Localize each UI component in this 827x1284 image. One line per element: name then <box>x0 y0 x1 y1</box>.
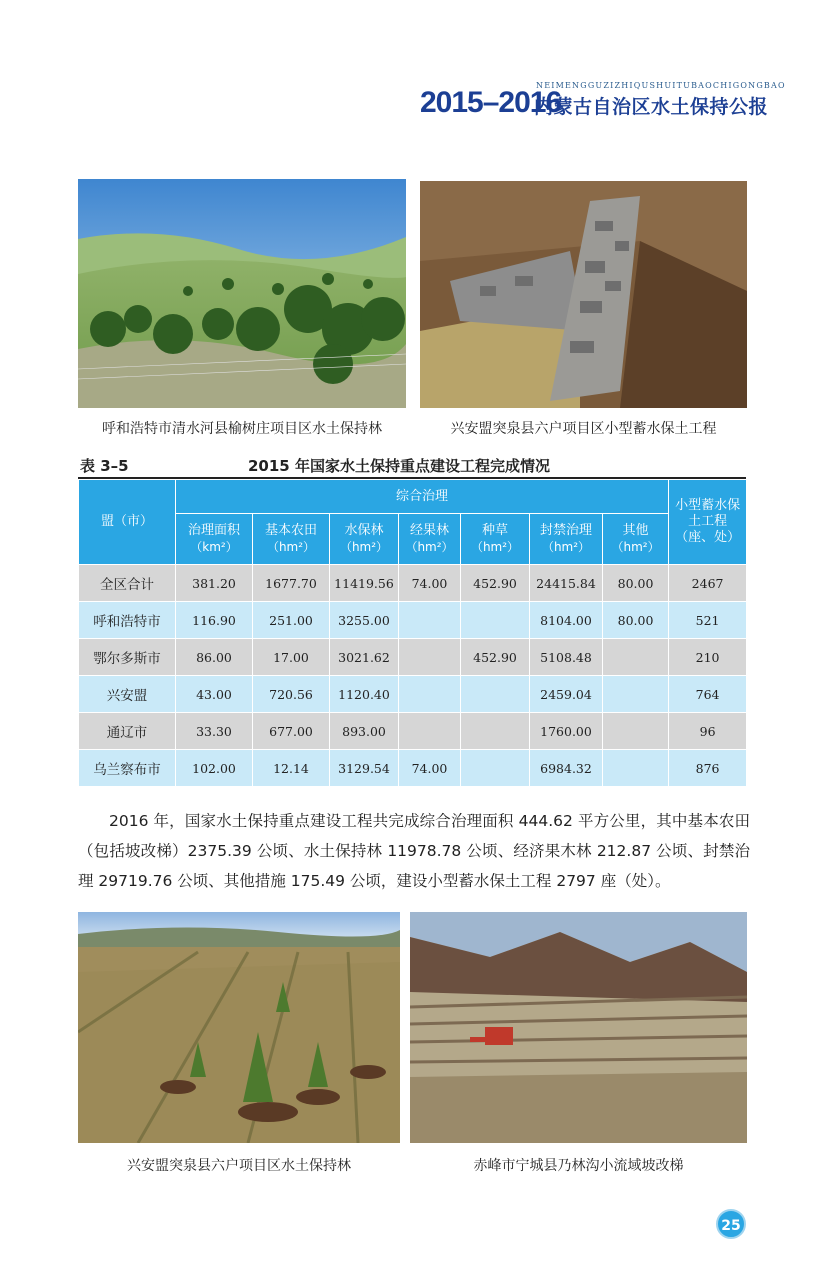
col-header: 治理面积 （km²） <box>176 514 253 565</box>
table-cell <box>603 639 669 676</box>
table-cell: 80.00 <box>603 602 669 639</box>
table-cell: 鄂尔多斯市 <box>79 639 176 676</box>
col-header: 种草 （hm²） <box>461 514 530 565</box>
table-title: 2015 年国家水土保持重点建设工程完成情况 <box>248 457 550 475</box>
table-cell <box>399 602 461 639</box>
header-title: 内蒙古自治区水土保持公报 <box>534 96 769 118</box>
header-pinyin: NEIMENGGUZIZHIQUSHUITUBAOCHIGONGBAO <box>536 81 786 90</box>
table-row <box>79 713 747 750</box>
table-cell: 80.00 <box>603 565 669 602</box>
table-row <box>79 565 747 602</box>
table-cell <box>603 750 669 787</box>
table-label: 表 3–5 <box>80 457 129 475</box>
table-cell <box>461 602 530 639</box>
table-cell <box>461 713 530 750</box>
table-cell: 43.00 <box>176 676 253 713</box>
table-cell: 74.00 <box>399 750 461 787</box>
col-header: 水保林 （hm²） <box>330 514 399 565</box>
table-cell: 677.00 <box>253 713 330 750</box>
table-cell: 24415.84 <box>530 565 603 602</box>
table-cell: 3021.62 <box>330 639 399 676</box>
table-cell: 12.14 <box>253 750 330 787</box>
photo-stone-dam <box>420 181 747 408</box>
header-region: 盟（市） <box>79 480 176 565</box>
table-cell: 2459.04 <box>530 676 603 713</box>
caption-top-left: 呼和浩特市清水河县榆树庄项目区水土保持林 <box>102 421 382 437</box>
col-header: 经果林 （hm²） <box>399 514 461 565</box>
caption-bottom-right: 赤峰市宁城县乃林沟小流域坡改梯 <box>473 1158 684 1174</box>
table-cell <box>603 713 669 750</box>
photo-hills-forest <box>78 179 406 408</box>
table-cell: 5108.48 <box>530 639 603 676</box>
table-cell: 102.00 <box>176 750 253 787</box>
table-cell <box>399 713 461 750</box>
table-cell <box>603 676 669 713</box>
table-cell: 893.00 <box>330 713 399 750</box>
header-group: 综合治理 <box>176 480 669 514</box>
completion-table <box>78 479 747 787</box>
header-small-works: 小型蓄水保土工程（座、处） <box>669 480 747 565</box>
table-cell: 1760.00 <box>530 713 603 750</box>
table-cell: 1677.70 <box>253 565 330 602</box>
table-row <box>79 676 747 713</box>
header-years: 2015–2016 <box>420 86 562 119</box>
table-cell: 381.20 <box>176 565 253 602</box>
page-number: 25 <box>716 1209 746 1239</box>
table-cell: 86.00 <box>176 639 253 676</box>
col-header: 其他 （hm²） <box>603 514 669 565</box>
table-cell: 3255.00 <box>330 602 399 639</box>
photo-seedlings <box>78 912 400 1143</box>
table-cell: 8104.00 <box>530 602 603 639</box>
table-row <box>79 750 747 787</box>
table-cell: 96 <box>669 713 747 750</box>
caption-bottom-left: 兴安盟突泉县六户项目区水土保持林 <box>127 1158 351 1174</box>
table-cell: 521 <box>669 602 747 639</box>
table-cell: 兴安盟 <box>79 676 176 713</box>
table-cell: 210 <box>669 639 747 676</box>
table-cell: 116.90 <box>176 602 253 639</box>
table-cell: 17.00 <box>253 639 330 676</box>
table-cell: 6984.32 <box>530 750 603 787</box>
table-cell: 452.90 <box>461 639 530 676</box>
table-cell: 74.00 <box>399 565 461 602</box>
col-header: 基本农田 （hm²） <box>253 514 330 565</box>
table-cell: 2467 <box>669 565 747 602</box>
table-cell <box>399 676 461 713</box>
table-cell: 720.56 <box>253 676 330 713</box>
col-header: 封禁治理 （hm²） <box>530 514 603 565</box>
table-cell: 全区合计 <box>79 565 176 602</box>
table-cell: 11419.56 <box>330 565 399 602</box>
table-cell <box>461 676 530 713</box>
table-cell: 452.90 <box>461 565 530 602</box>
table-cell: 乌兰察布市 <box>79 750 176 787</box>
table-cell: 876 <box>669 750 747 787</box>
table-row <box>79 639 747 676</box>
table-cell <box>461 750 530 787</box>
table-cell <box>399 639 461 676</box>
table-cell: 251.00 <box>253 602 330 639</box>
photo-terraces <box>410 912 747 1143</box>
caption-top-right: 兴安盟突泉县六户项目区小型蓄水保土工程 <box>450 421 717 437</box>
table-cell: 764 <box>669 676 747 713</box>
summary-paragraph: 2016 年，国家水土保持重点建设工程共完成综合治理面积 444.62 平方公里，其中基本农田（包括坡改梯）2375.39 公顷、水土保持林 11978.78 公顷、经济果木林 212.87 公顷、封禁治理 29719.76 公顷、其他措施 175.49 公顷，建设小型蓄水保土工程 2797 座（处）。 <box>78 812 750 890</box>
table-row <box>79 602 747 639</box>
table-cell: 呼和浩特市 <box>79 602 176 639</box>
table-cell: 3129.54 <box>330 750 399 787</box>
table-cell: 通辽市 <box>79 713 176 750</box>
table-cell: 33.30 <box>176 713 253 750</box>
table-cell: 1120.40 <box>330 676 399 713</box>
